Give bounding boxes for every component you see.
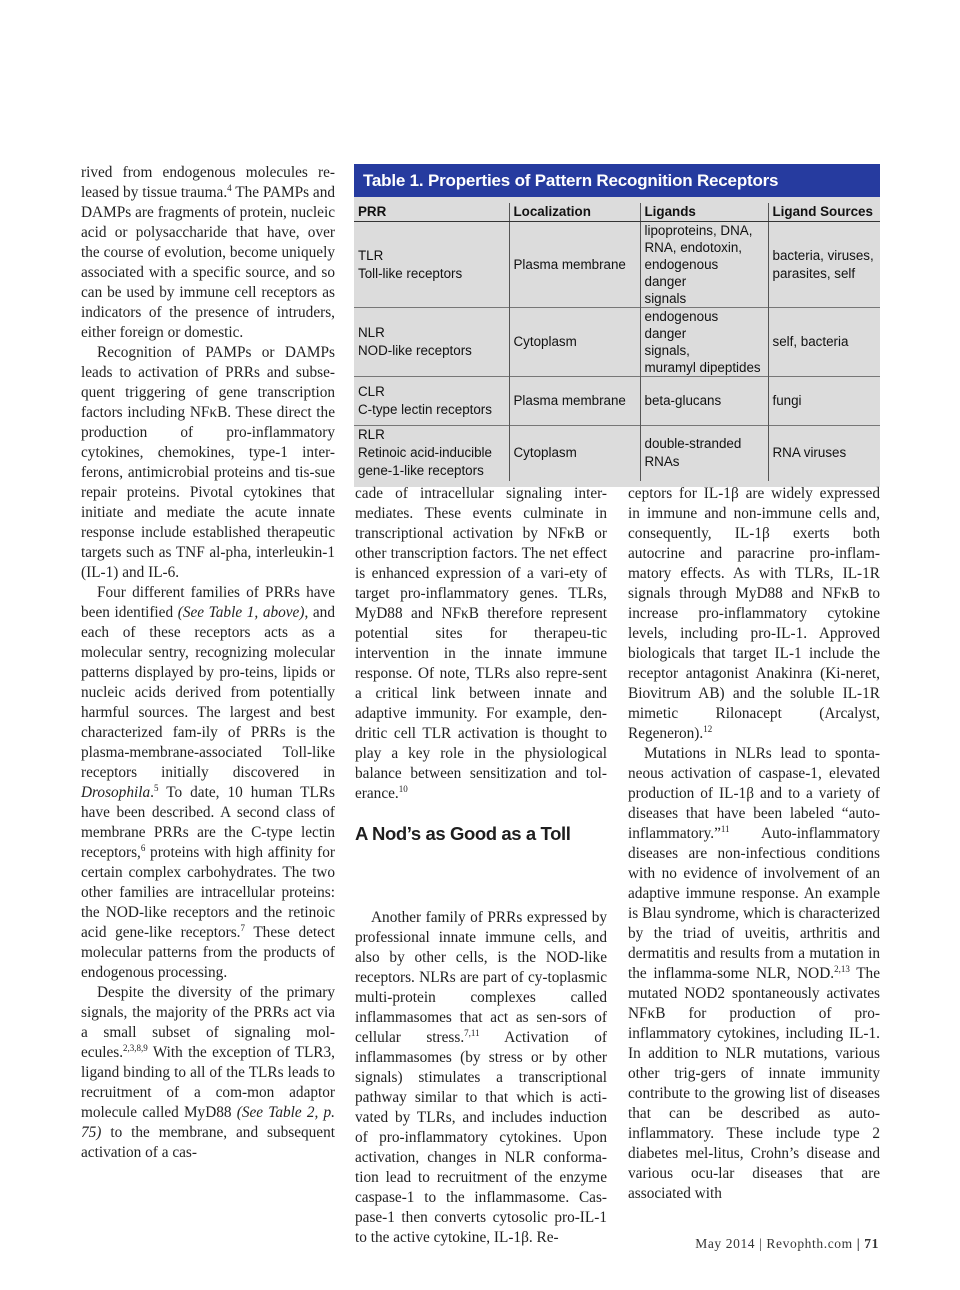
table-row — [354, 222, 880, 308]
table-1 — [354, 164, 880, 487]
cell-sources: self, bacteria — [768, 308, 880, 377]
body-column-1 — [81, 163, 335, 1163]
cell-localization: Plasma membrane — [509, 222, 640, 308]
header-ligands: Ligands — [640, 203, 768, 222]
paragraph: ceptors for IL-1β are widely expressed in immune and non-immune cells and, consequently, IL-1β exerts both autocrine and paracrine pro-inflam-matory effects. As with TLRs, IL-1R signals through MyD88 and NFκB to increase pro-inflammatory cytokine levels, including pro-IL-1. Approved biologicals that target IL-1 include the receptor antagonist Anakinra (Ki-neret, Biovitrum AB) and the soluble IL-1R mimetic Rilonacept (Arcalyst, Regeneron).$^{12}$ — [628, 485, 880, 742]
paragraph: Another family of PRRs expressed by professional innate immune cells, and also by other cells, is the NOD-like receptors. NLRs are part of cy-toplasmic multi-protein complexes called inflammasomes that act as sen-sors of cellular stress.$^{7,11}$ Activation of inflammasomes (by stress or by other signals) stimulates a transcriptional pathway similar to that which is acti-vated by TLRs, and includes induction of pro-inflammatory cytokines. Upon activation, changes in NLR conforma-tion lead to recruitment of the enzyme caspase-1 to the inflammasome. Cas-pase-1 then converts cytosolic pro-IL-1 to the active cytokine, IL-1β. Re- — [355, 909, 607, 1246]
cell-prr — [354, 308, 509, 377]
prr-table — [354, 203, 880, 481]
body-column-2 — [355, 484, 607, 1248]
paragraph: Recognition of PAMPs or DAMPs leads to activation of PRRs and subse-quent triggering of gene transcription factors including NFκB. These direct the production of pro-inflammatory cytokines, chemokines, type-1 inter-ferons, antimicrobial proteins and tis-sue repair proteins. Pivotal cytokines that initiate and mediate the acute innate response include established therapeutic targets such as TNF al-pha, interleukin-1 (IL-1) and IL-6. — [81, 344, 335, 581]
italic-term: Drosophila — [81, 784, 151, 801]
table-title: Table 1. Properties of Pattern Recognition Receptors — [354, 164, 880, 197]
page-number: 71 — [864, 1236, 879, 1251]
paragraph: Despite the diversity of the primary signals, the majority of the PRRs act via a small subset of signaling mol-ecules.$^{2,3,8,9}$ With the exception of TLR3, ligand binding to all of the TLRs leads to recruitment of a com-mon adaptor molecule called MyD88 (See Table 2, p. 75) to the membrane, and subsequent activation of a cas- — [81, 984, 335, 1161]
cell-ligands: lipoproteins, DNA, RNA, endotoxin, endogenous danger signals — [640, 222, 768, 308]
cell-ligands: endogenous danger signals, muramyl dipeptides — [640, 308, 768, 377]
prr-full: Toll-like receptors — [358, 265, 463, 281]
table-row — [354, 308, 880, 377]
prr-abbr: CLR — [358, 384, 385, 399]
prr-full: C-type lectin receptors — [358, 402, 492, 417]
body-column-3 — [628, 484, 880, 1204]
reference-superscript: 4 — [227, 182, 232, 193]
cell-ligands: beta-glucans — [640, 377, 768, 426]
paragraph: rived from endogenous molecules re- leased by tissue trauma.$^4$ The PAMPs and DAMPs are fragments of protein, nucleic acid or polysaccharide that have, over the course of evolution, become uniquely associated with a specific source, and so can be used by immune cell receptors as indicators of the presence of intruders, either foreign or domestic. — [81, 164, 335, 341]
cell-prr — [354, 222, 509, 308]
footer-site: Revophth.com — [766, 1236, 853, 1251]
table-reference: (See Table 1, above) — [177, 604, 305, 621]
header-ligand-sources: Ligand Sources — [768, 203, 880, 222]
cell-sources: RNA viruses — [768, 426, 880, 481]
prr-full: NOD-like receptors — [358, 343, 472, 358]
header-prr: PRR — [354, 203, 509, 222]
cell-localization: Cytoplasm — [509, 308, 640, 377]
paragraph: Four different families of PRRs have been identified (See Table 1, above), and each of these receptors acts as a molecular sentry, recognizing molecular patterns displayed by pro-teins, lipids or nucleic acids derived from potentially harmful sources. The largest and best characterized fam-ily of PRRs is the plasma-membrane-associated Toll-like receptors initially discovered in Drosophila.$^5$ To date, 10 human TLRs have been described. A second class of membrane PRRs are the C-type lectin receptors,$^6$ proteins with high affinity for certain complex carbohydrates. The two other families are intracellular proteins: the NOD-like receptors and the retinoic acid gene-like receptors.$^7$ These detect molecular patterns from the products of endogenous processing. — [81, 584, 335, 981]
paragraph: Mutations in NLRs lead to sponta-neous activation of caspase-1, elevated production of IL-1β and to a variety of diseases that have been labeled “auto-inflammatory.”$^{11}$ Auto-inflammatory diseases are non-infectious conditions with no evidence of involvement of an adaptive immune response. An example is Blau syndrome, which is characterized by the triad of uveitis, arthritis and dermatitis and results from a mutation in the inflamma-some NLR, NOD.$^{2,13}$ The mutated NOD2 spontaneously activates NFκB for production of pro-inflammatory cytokines, including IL-1. In addition to NLR mutations, various other trig-gers of innate immunity contribute to the growing list of diseases that can be described as auto-inflammatory. These include type 2 diabetes mel-litus, Crohn’s disease and various ocu-lar diseases that are associated with — [628, 745, 880, 1202]
table-row — [354, 426, 880, 481]
cell-prr: RLR Retinoic acid-inducible gene-1-like receptors — [354, 426, 509, 481]
prr-abbr: NLR — [358, 325, 385, 340]
table-body — [354, 197, 880, 487]
table-reference: (See Table 2, p. 75) — [81, 1104, 335, 1141]
table-header-row — [354, 203, 880, 222]
cell-prr — [354, 377, 509, 426]
header-localization: Localization — [509, 203, 640, 222]
prr-abbr: TLR — [358, 247, 384, 263]
cell-sources: fungi — [768, 377, 880, 426]
cell-ligands: double-stranded RNAs — [640, 426, 768, 481]
section-heading: A Nod’s as Good as a Toll — [355, 823, 571, 844]
cell-localization: Cytoplasm — [509, 426, 640, 481]
footer-issue: May 2014 — [695, 1236, 756, 1251]
page-footer: May 2014 | Revophth.com | 71 — [695, 1236, 879, 1251]
cell-sources: bacteria, viruses, parasites, self — [768, 222, 880, 308]
cell-localization: Plasma membrane — [509, 377, 640, 426]
prr-abbr: RLR — [358, 427, 385, 443]
paragraph: cade of intracellular signaling inter-mediates. These events culminate in transcriptional activation by NFκB or other transcription factors. The net effect is enhanced expression of a vari-ety of target pro-inflammatory genes. TLRs, MyD88 and NFκB therefore represent potential sites for therapeu-tic intervention in the innate immune response. Of note, TLRs also repre-sent a critical link between innate and adaptive immunity. For example, den-dritic cell TLR activation is thought to play a key role in the physiological balance between sensitization and tol-erance.$^{10}$ — [355, 485, 607, 802]
table-row — [354, 377, 880, 426]
